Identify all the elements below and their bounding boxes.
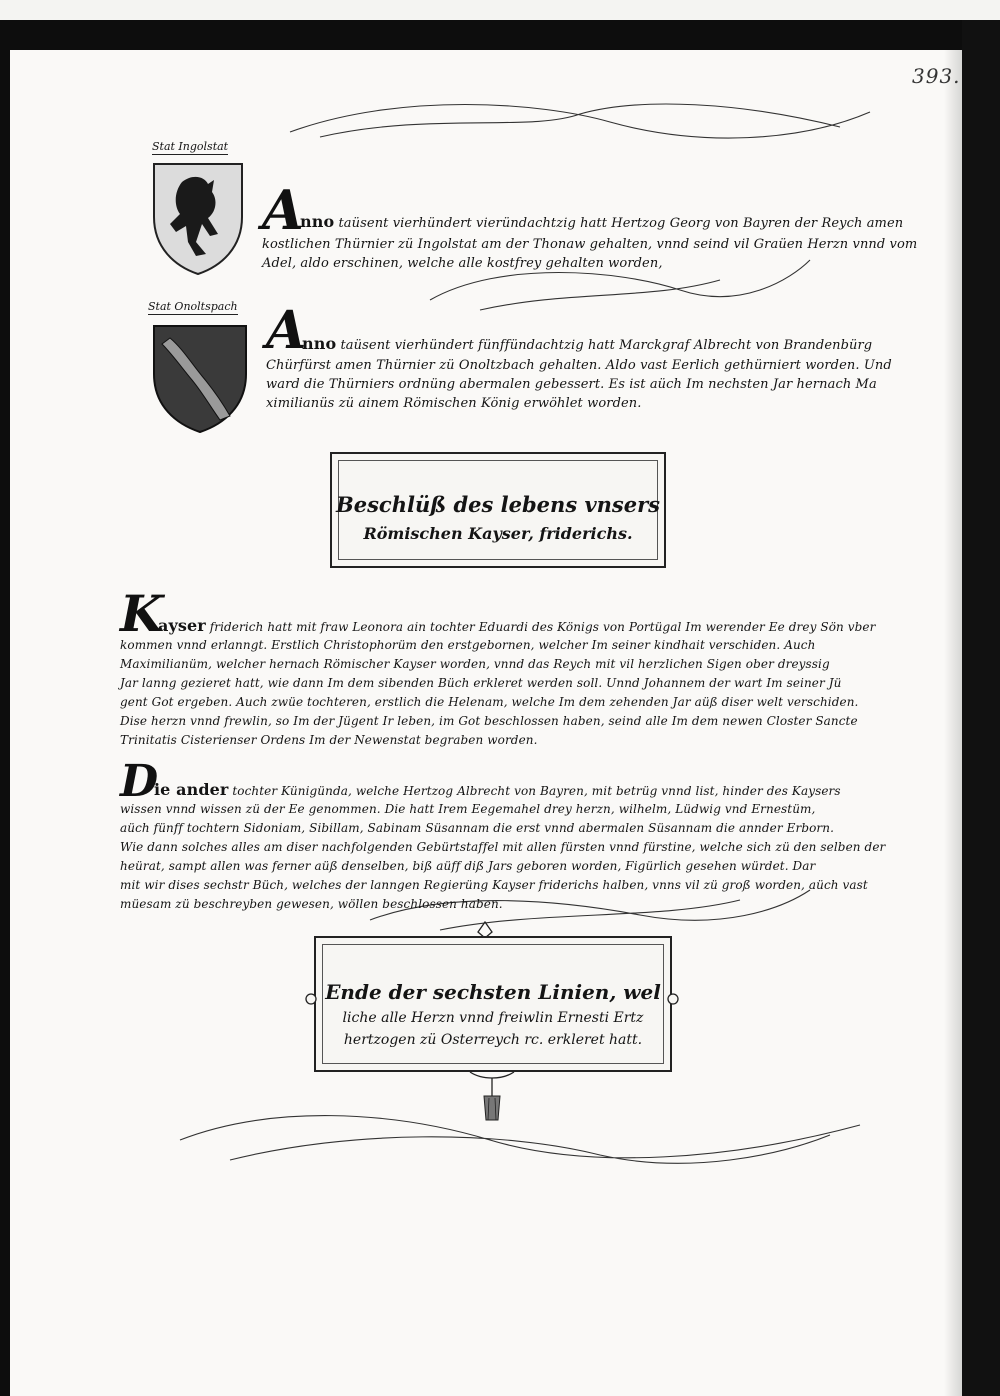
entry-line: müesam zü beschreyben gewesen, wöllen beschlossen haben. [120,897,503,911]
entry-line: Trinitatis Cisterienser Ordens Im der Newenstat begraben worden. [120,733,538,747]
paragraph-die-ander-continued [120,800,885,914]
end-title-line-2: liche alle Herzn vnnd freiwlin Ernesti Ertz [342,1010,644,1026]
entry-line: kostlichen Thürnier zü Ingolstat am der Thonaw gehalten, vnnd seind vil Graüen Herzn vnnd vom [262,237,918,252]
entry-text: taüsent vierhündert vieründachtzig hatt Hertzog Georg von Bayren der Reych amen [338,216,904,231]
cartouche-title-line-1: Beschlüß des lebens vnsers [335,492,660,517]
page-shadow [944,50,962,1396]
scan-border-left [0,20,10,1396]
entry-line: Wie dann solches alles am diser nachfolgenden Gebürtstaffel mit allen fürsten vnnd fürstine, welche sich zü den selben der [120,840,886,854]
folio-number: 393. [912,64,961,88]
entry-line: Jar lanng gezieret hatt, wie dann Im dem sibenden Büch erkleret werden soll. Unnd Johannem der wart Im seiner Jü [120,676,842,690]
scan-border-right [962,20,1000,1396]
lead-word: nno [302,334,337,353]
paragraph-kayser [158,616,875,637]
entry-line: gent Got ergeben. Auch zwüe tochteren, erstlich die Helenam, welche Im dem zehenden Jar aüß diser welt verschiden. [120,695,859,709]
entry-ingolstadt [300,212,903,233]
entry-line [154,780,841,801]
entry-line: Maximilianüm, welcher hernach Römischer Kayser worden, vnnd das Reych mit vil herzlichen Sigen ober dreyssig [120,657,830,671]
shield-label: Stat Onoltspach [148,300,238,313]
lead-word: ie ander [154,780,229,799]
entry-onoltspach-continued [266,356,892,413]
entry-text: taüsent vierhündert fünffündachtzig hatt Marckgraf Albrecht von Brandenbürg [340,338,873,353]
lead-word: nno [300,212,335,231]
entry-text: tochter Künigünda, welche Hertzog Albrecht von Bayren, mit betrüg vnnd list, hinder des Kaysers [232,784,841,798]
entry-onoltspach [302,334,872,355]
entry-line: Chürfürst amen Thürnier zü Onoltzbach gehalten. Aldo vast Eerlich gethürniert worden. Und [266,358,892,373]
entry-line [158,616,875,637]
entry-text: friderich hatt mit fraw Leonora ain tochter Eduardi des Königs von Portügal Im werender Ee drey Sön vber [209,620,876,634]
title-cartouche [330,452,666,568]
entry-line [302,334,872,355]
initial-capital-a: A [262,178,304,242]
entry-ingolstadt-continued [262,235,917,273]
entry-line: kommen vnnd erlanngt. Erstlich Christophorüm den erstgebornen, welcher Im seiner kindhait verschiden. Auch [120,638,816,652]
entry-line: Dise herzn vnnd frewlin, so Im der Jügent Ir leben, im Got beschlossen haben, seind alle Im dem newen Closter Sancte [120,714,858,728]
coat-of-arms-ingolstadt [148,140,248,280]
bend-charge-icon [152,324,248,434]
initial-capital-d: D [120,756,159,807]
panther-rampant-icon [152,162,244,276]
entry-line: aüch fünff tochtern Sidoniam, Sibillam, Sabinam Süsannam die erst vnnd abermalen Süsannam die annder Erborn. [120,821,835,835]
entry-line: wissen vnnd wissen zü der Ee genommen. Die hatt Irem Eegemahel drey herzn, wilhelm, Lüdwig vnd Ernestüm, [120,802,816,816]
end-title-line-3: hertzogen zü Osterreych rc. erkleret hatt. [343,1032,643,1048]
flourish-top [280,92,880,152]
end-cartouche [314,936,672,1072]
initial-capital-k: K [120,584,164,643]
coat-of-arms-onoltspach [148,300,258,440]
end-title-line-1: Ende der sechsten Linien, wel [325,980,661,1004]
entry-line: heürat, sampt allen was ferner aüß denselben, biß aüff diß Jars geboren worden, Figürlich gesehen würdet. Dar [120,859,816,873]
cartouche-right-rivet-icon [666,992,680,1006]
cartouche-left-rivet-icon [304,992,318,1006]
entry-line [300,212,903,233]
initial-capital-a: A [266,300,307,361]
shield-label: Stat Ingolstat [152,140,229,153]
entry-line: ward die Thürniers ordnüng abermalen gebessert. Es ist aüch Im nechsten Jar hernach Ma [266,377,877,392]
tassel-icon [462,1066,522,1126]
lead-word: ayser [158,616,206,635]
scan-border-top [0,20,1000,50]
paragraph-kayser-continued [120,636,858,750]
cartouche-title-line-2: Römischen Kayser, friderichs. [363,524,633,543]
entry-line: ximilianüs zü ainem Römischen König erwöhlet worden. [266,396,642,411]
entry-line: mit wir dises sechstr Büch, welches der lanngen Regierüng Kayser friderichs halben, vnns vil zü groß worden, aüch vast [120,878,868,892]
entry-line: Adel, aldo erschinen, welche alle kostfrey gehalten worden, [262,256,663,271]
paragraph-die-ander [154,780,841,801]
